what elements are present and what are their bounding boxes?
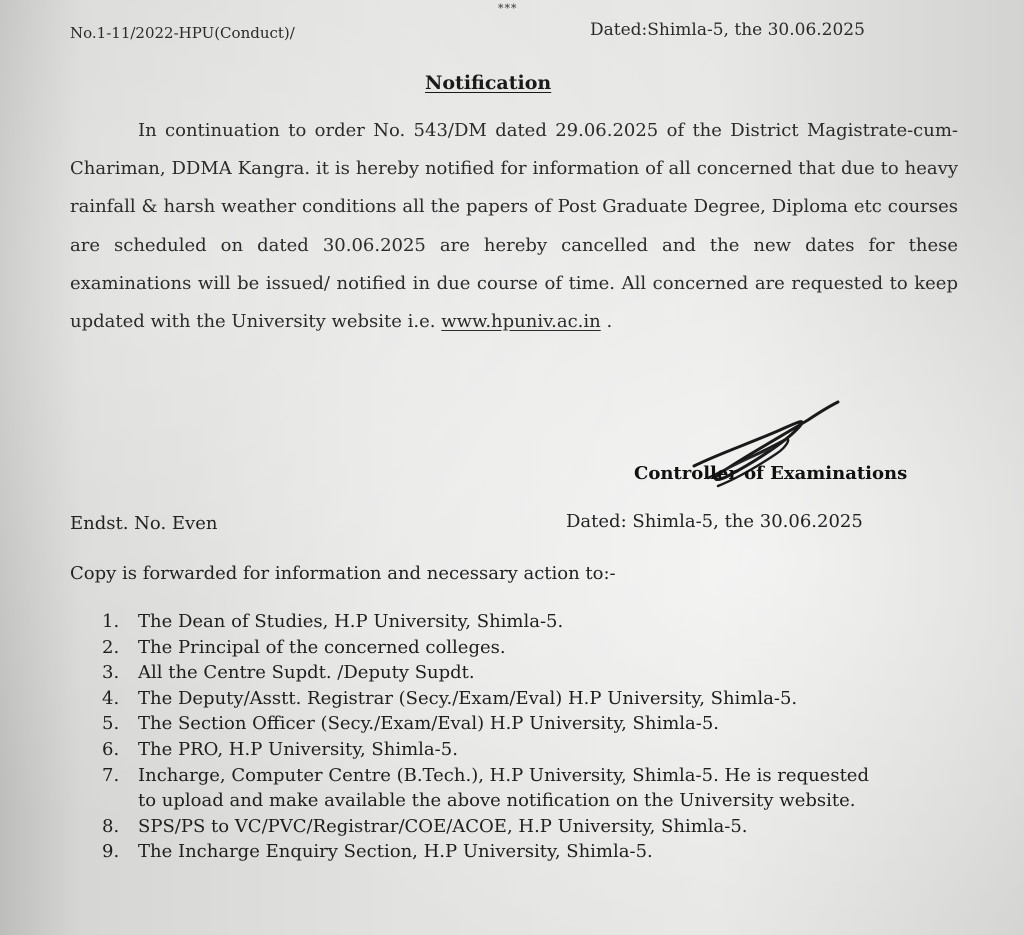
notification-heading: Notification (425, 72, 552, 94)
header-stars: *** (498, 2, 518, 15)
list-item: 8. SPS/PS to VC/PVC/Registrar/COE/ACOE, H.P University, Shimla-5. (102, 815, 748, 837)
endorsement-number: Endst. No. Even (70, 513, 218, 534)
notification-body-text: In continuation to order No. 543/DM dated 29.06.2025 of the District Magistrate-cum- Chariman, DDMA Kangra. it is hereby notified for information of all concerned that due to heavy rainfall & harsh weather conditions all the papers of Post Graduate Degree, Diploma etc courses are scheduled on dated 30.06.2025 are hereby cancelled and the new dates for these examinations will be issued/ notified in due course of time. All concerned are requested to keep updated with the University website i.e. (70, 120, 958, 333)
copy-forwarded-line: Copy is forwarded for information and necessary action to:- (70, 563, 616, 584)
header-date: Dated:Shimla-5, the 30.06.2025 (590, 20, 865, 40)
signatory-title: Controller of Examinations (634, 463, 908, 484)
list-item: 2. The Principal of the concerned colleges. (102, 636, 506, 658)
notification-body (70, 112, 958, 341)
recipients-list (102, 609, 932, 865)
list-item: 4. The Deputy/Asstt. Registrar (Secy./Exam/Eval) H.P University, Shimla-5. (102, 687, 798, 709)
list-item: 5. The Section Officer (Secy./Exam/Eval) H.P University, Shimla-5. (102, 713, 720, 735)
list-item: 9. The Incharge Enquiry Section, H.P University, Shimla-5. (102, 841, 653, 863)
endorsement-date: Dated: Shimla-5, the 30.06.2025 (566, 511, 863, 532)
reference-number: No.1-11/2022-HPU(Conduct)/ (70, 24, 295, 42)
university-website-link[interactable]: www.hpuniv.ac.in (441, 311, 601, 333)
list-item: 7. Incharge, Computer Centre (B.Tech.), H.P University, Shimla-5. He is requested to upload and make available the above notification on the University website. (102, 764, 869, 812)
list-item: 6. The PRO, H.P University, Shimla-5. (102, 738, 458, 760)
list-item: 1. The Dean of Studies, H.P University, Shimla-5. (102, 611, 564, 632)
list-item: 3. All the Centre Supdt. /Deputy Supdt. (102, 662, 475, 684)
notification-body-end: . (600, 311, 613, 333)
